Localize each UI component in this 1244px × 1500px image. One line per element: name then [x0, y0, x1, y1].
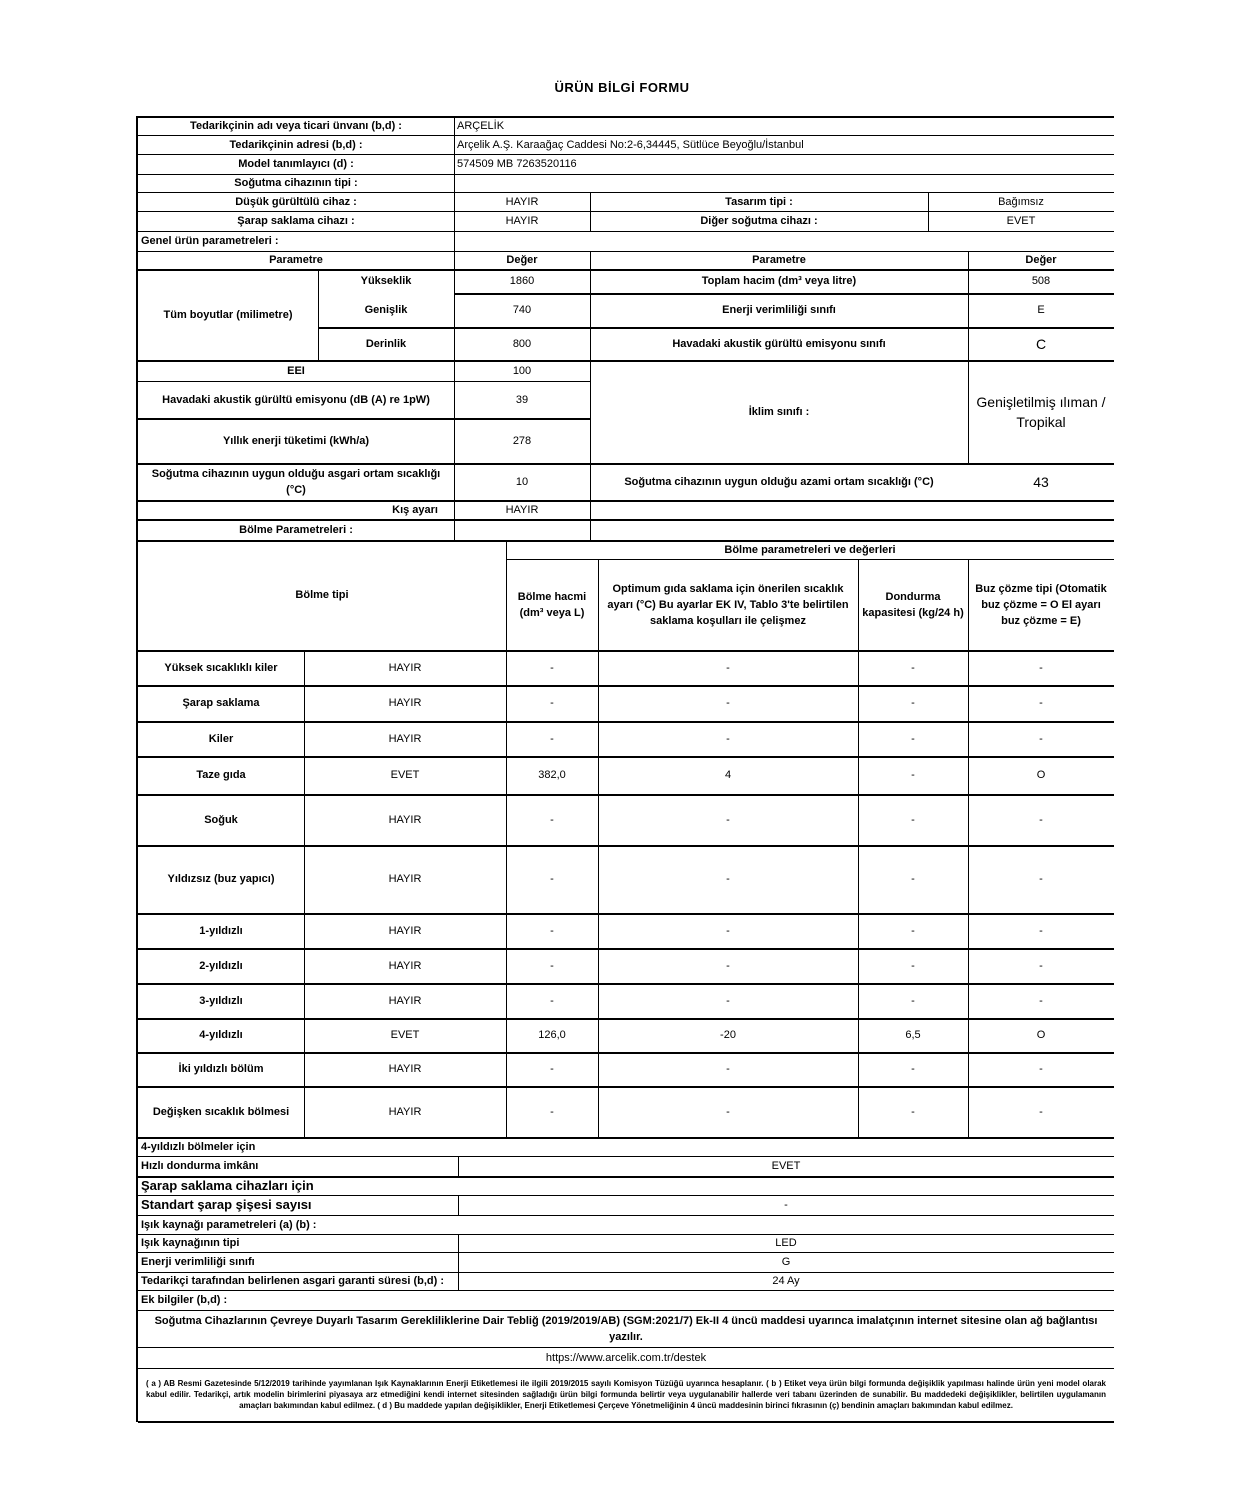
compartment-freeze-cell: -: [911, 661, 915, 674]
low-noise-label: Düşük gürültülü cihaz :: [235, 195, 357, 208]
compartment-name-cell: Kiler: [208, 732, 234, 745]
energy-class-value: E: [1037, 304, 1045, 316]
compartment-volume-cell: -: [550, 873, 554, 885]
dimensions-label: Tüm boyutlar (milimetre): [163, 308, 293, 321]
compartment-temp-cell: -: [726, 697, 730, 709]
total-volume-value: 508: [1031, 275, 1051, 287]
height-label: Yükseklik: [360, 275, 412, 287]
model-label: Model tanımlayıcı (d) :: [238, 158, 354, 170]
compartment-temp-cell: -: [726, 813, 730, 826]
noise-emission-value: 39: [515, 393, 529, 406]
noise-class-label: Havadaki akustik gürültü emisyonu sınıfı: [672, 337, 886, 350]
compartment-temp-cell: -: [726, 959, 730, 972]
light-type-value: LED: [775, 1237, 797, 1249]
noise-emission-label: Havadaki akustik gürültü emisyonu (dB (A) re 1pW): [162, 393, 430, 406]
compartment-volume-cell: 382,0: [538, 769, 566, 781]
max-temp-label: Soğutma cihazının uygun olduğu azami ortam sıcaklığı (°C): [624, 475, 934, 488]
compartment-freeze-cell: -: [911, 769, 915, 781]
header-value: Değer: [506, 254, 538, 266]
design-type-label: Tasarım tipi :: [725, 195, 793, 208]
compartment-present-cell: HAYIR: [388, 732, 422, 745]
compartment-defrost-cell: -: [1039, 924, 1043, 937]
compartment-freeze-cell: -: [911, 732, 915, 745]
extra-info-text: Soğutma Cihazlarının Çevreye Duyarlı Tasarım Gerekliliklerine Dair Tebliğ (2019/2019/AB) (SGM:2021/7) Ek-II 4 üncü maddesi uyarınca imalatçının internet sitesine olan ağ bağlantısı yazılır.: [154, 1314, 1098, 1343]
compartment-volume-cell: -: [550, 661, 554, 674]
light-class-label: Enerji verimliliği sınıfı: [141, 1256, 255, 1268]
supplier-name-label: Tedarikçinin adı veya ticari ünvanı (b,d) :: [190, 119, 402, 132]
compartment-name-cell: 2-yıldızlı: [199, 959, 243, 972]
light-type-label: Işık kaynağının tipi: [141, 1237, 240, 1249]
wine-device-value: HAYIR: [505, 215, 539, 227]
general-section-label: Genel ürün parametreleri :: [141, 235, 279, 247]
height-value: 1860: [509, 275, 535, 287]
winter-setting-label: Kış ayarı: [392, 503, 438, 516]
header-parameter-2: Parametre: [752, 254, 806, 266]
compartment-volume-cell: -: [550, 813, 554, 826]
eei-label: EEI: [287, 364, 305, 377]
compartment-freeze-cell: 6,5: [905, 1029, 921, 1041]
compartment-present-cell: HAYIR: [388, 873, 422, 885]
compartment-freeze-cell: -: [911, 697, 915, 709]
design-type-value: Bağımsız: [998, 195, 1044, 208]
header-defrost-type: Buz çözme tipi (Otomatik buz çözme = O El ayarı buz çözme = E): [975, 582, 1107, 627]
compartment-defrost-cell: -: [1039, 873, 1043, 885]
compartment-name-cell: Şarap saklama: [182, 697, 260, 709]
compartment-name-cell: 4-yıldızlı: [199, 1029, 243, 1041]
compartment-defrost-cell: -: [1039, 732, 1043, 745]
compartment-present-cell: HAYIR: [388, 924, 422, 937]
compartment-defrost-cell: -: [1039, 994, 1043, 1007]
compartment-group-header: Bölme parametreleri ve değerleri: [724, 543, 896, 556]
compartment-name-cell: İki yıldızlı bölüm: [178, 1063, 264, 1075]
compartment-present-cell: EVET: [390, 769, 420, 781]
compartment-temp-cell: -: [726, 1105, 730, 1118]
compartment-volume-cell: -: [550, 959, 554, 972]
compartment-name-cell: Yüksek sıcaklıklı kiler: [164, 661, 278, 674]
compartment-freeze-cell: -: [911, 1063, 915, 1075]
compartment-volume-cell: -: [550, 924, 554, 937]
compartment-defrost-cell: -: [1039, 1105, 1043, 1118]
wine-bottles-label: Standart şarap şişesi sayısı: [141, 1197, 312, 1212]
support-url[interactable]: https://www.arcelik.com.tr/destek: [545, 1351, 707, 1364]
depth-value: 800: [512, 337, 532, 350]
depth-label: Derinlik: [365, 337, 407, 350]
compartment-defrost-cell: O: [1036, 1029, 1046, 1041]
compartment-name-cell: Soğuk: [204, 813, 238, 826]
min-temp-value: 10: [515, 475, 529, 488]
compartment-name-cell: 3-yıldızlı: [199, 994, 243, 1007]
compartment-defrost-cell: -: [1039, 1063, 1043, 1075]
compartment-present-cell: HAYIR: [388, 697, 422, 709]
compartment-volume-cell: -: [550, 697, 554, 709]
width-value: 740: [512, 304, 532, 316]
header-parameter: Parametre: [269, 254, 323, 266]
low-noise-value: HAYIR: [505, 195, 539, 208]
compartment-temp-cell: -: [726, 994, 730, 1007]
device-type-label: Soğutma cihazının tipi :: [234, 177, 358, 189]
compartment-defrost-cell: -: [1039, 697, 1043, 709]
energy-class-label: Enerji verimliliği sınıfı: [722, 304, 836, 316]
product-info-sheet: [136, 116, 1114, 1422]
supplier-address: Arçelik A.Ş. Karaağaç Caddesi No:2-6,34445, Sütlüce Beyoğlu/İstanbul: [457, 138, 804, 151]
light-section-label: Işık kaynağı parametreleri (a) (b) :: [141, 1218, 317, 1231]
min-temp-label: Soğutma cihazının uygun olduğu asgari ortam sıcaklığı (°C): [151, 467, 441, 496]
other-device-label: Diğer soğutma cihazı :: [700, 215, 818, 227]
footnote: ( a ) AB Resmi Gazetesinde 5/12/2019 tarihinde yayımlanan Işık Kaynaklarının Enerji Etiketlemesi ile ilgili 2019/2015 sayılı Komisyon Tüzüğü uyarınca hesaplanır. ( b ) Etiket veya ürün bilgi formunda değişiklik yapılması halinde ürün yeni model olarak kabul edilir. Tedarikçi, artık modelin birimlerini piyasaya arz etmediğini kendi internet sitesinden sağladığı ürün bilgi formunda belirtir veya uygulanabilir hallerde veri tabanı üzerinden de sunabilir. Bu maddedeki değişiklikler, belirtilen uygulamanın amaçları bakımından kabul edilmez. ( d ) Bu maddede yapılan değişiklikler, Enerji Etiketlemesi Çerçeve Yönetmeliğinin 4 üncü maddesinin birinci fıkrasının (ç) bendinin amaçları bakımından kabul edilmez.: [146, 1379, 1106, 1410]
warranty-value: 24 Ay: [772, 1275, 800, 1287]
fast-freeze-value: EVET: [771, 1160, 801, 1172]
extra-section-label: Ek bilgiler (b,d) :: [141, 1294, 228, 1306]
compartment-freeze-cell: -: [911, 1105, 915, 1118]
total-volume-label: Toplam hacim (dm³ veya litre): [701, 275, 857, 287]
compartment-temp-cell: 4: [724, 769, 732, 781]
compartment-volume-cell: -: [550, 994, 554, 1007]
compartment-volume-cell: -: [550, 1063, 554, 1075]
compartment-freeze-cell: -: [911, 959, 915, 972]
other-device-value: EVET: [1006, 215, 1036, 227]
compartment-temp-cell: -: [726, 661, 730, 674]
compartment-freeze-cell: -: [911, 924, 915, 937]
annual-energy-value: 278: [512, 434, 532, 447]
compartment-temp-cell: -: [726, 924, 730, 937]
fast-freeze-label: Hızlı dondurma imkânı: [141, 1160, 259, 1172]
header-compartment-type: Bölme tipi: [295, 589, 349, 601]
wine-section-label: Şarap saklama cihazları için: [141, 1177, 314, 1193]
compartment-temp-cell: -: [726, 873, 730, 885]
compartment-name-cell: Taze gıda: [196, 769, 246, 781]
supplier-address-label: Tedarikçinin adresi (b,d) :: [229, 138, 363, 151]
max-temp-value: 43: [1033, 473, 1049, 490]
annual-energy-label: Yıllık enerji tüketimi (kWh/a): [222, 434, 370, 447]
light-class-value: G: [781, 1256, 791, 1268]
compartment-temp-cell: -20: [720, 1029, 736, 1041]
compartment-present-cell: HAYIR: [388, 1105, 422, 1118]
compartment-present-cell: EVET: [390, 1029, 420, 1041]
header-compartment-volume: Bölme hacmi (dm³ veya L): [517, 590, 587, 619]
compartment-name-cell: Değişken sıcaklık bölmesi: [152, 1105, 290, 1118]
warranty-label: Tedarikçi tarafından belirlenen asgari garanti süresi (b,d) :: [141, 1275, 444, 1287]
compartment-defrost-cell: O: [1036, 769, 1046, 781]
compartment-freeze-cell: -: [911, 873, 915, 885]
compartment-present-cell: HAYIR: [388, 1063, 422, 1075]
compartment-present-cell: HAYIR: [388, 661, 422, 674]
compartment-freeze-cell: -: [911, 813, 915, 826]
compartment-volume-cell: 126,0: [538, 1029, 566, 1041]
header-value-2: Değer: [1025, 254, 1057, 266]
header-freezing-capacity: Dondurma kapasitesi (kg/24 h): [862, 590, 964, 619]
device-type: [454, 174, 1114, 192]
four-star-section-label: 4-yıldızlı bölmeler için: [141, 1140, 256, 1153]
width-label: Genişlik: [364, 304, 408, 316]
compartment-defrost-cell: -: [1039, 661, 1043, 674]
model-identifier: 574509 MB 7263520116: [457, 158, 577, 170]
compartment-temp-cell: -: [726, 732, 730, 745]
compartment-temp-cell: -: [726, 1063, 730, 1075]
compartment-present-cell: HAYIR: [388, 959, 422, 972]
compartment-defrost-cell: -: [1039, 813, 1043, 826]
compartment-freeze-cell: -: [911, 994, 915, 1007]
climate-class-value: Genişletilmiş ılıman / Tropikal: [976, 394, 1106, 430]
compartment-name-cell: Yıldızsız (buz yapıcı): [167, 873, 275, 885]
compartment-present-cell: HAYIR: [388, 813, 422, 826]
noise-class-value: C: [1035, 335, 1047, 352]
wine-device-label: Şarap saklama cihazı :: [237, 215, 355, 227]
compartment-name-cell: 1-yıldızlı: [199, 924, 243, 937]
compartment-defrost-cell: -: [1039, 959, 1043, 972]
page-title: ÜRÜN BİLGİ FORMU: [554, 80, 690, 95]
header-recommended-temp: Optimum gıda saklama için önerilen sıcaklık ayarı (°C) Bu ayarlar EK IV, Tablo 3'te belirtilen saklama koşulları ile çelişmez: [607, 582, 849, 627]
wine-bottles-value: -: [784, 1199, 788, 1211]
supplier-name: ARÇELİK: [457, 119, 505, 132]
compartment-present-cell: HAYIR: [388, 994, 422, 1007]
climate-class-label: İklim sınıfı :: [748, 405, 810, 418]
compartment-volume-cell: -: [550, 732, 554, 745]
compartment-volume-cell: -: [550, 1105, 554, 1118]
eei-value: 100: [512, 364, 532, 377]
compartment-section-label: Bölme Parametreleri :: [239, 523, 353, 536]
winter-setting-value: HAYIR: [505, 503, 539, 516]
